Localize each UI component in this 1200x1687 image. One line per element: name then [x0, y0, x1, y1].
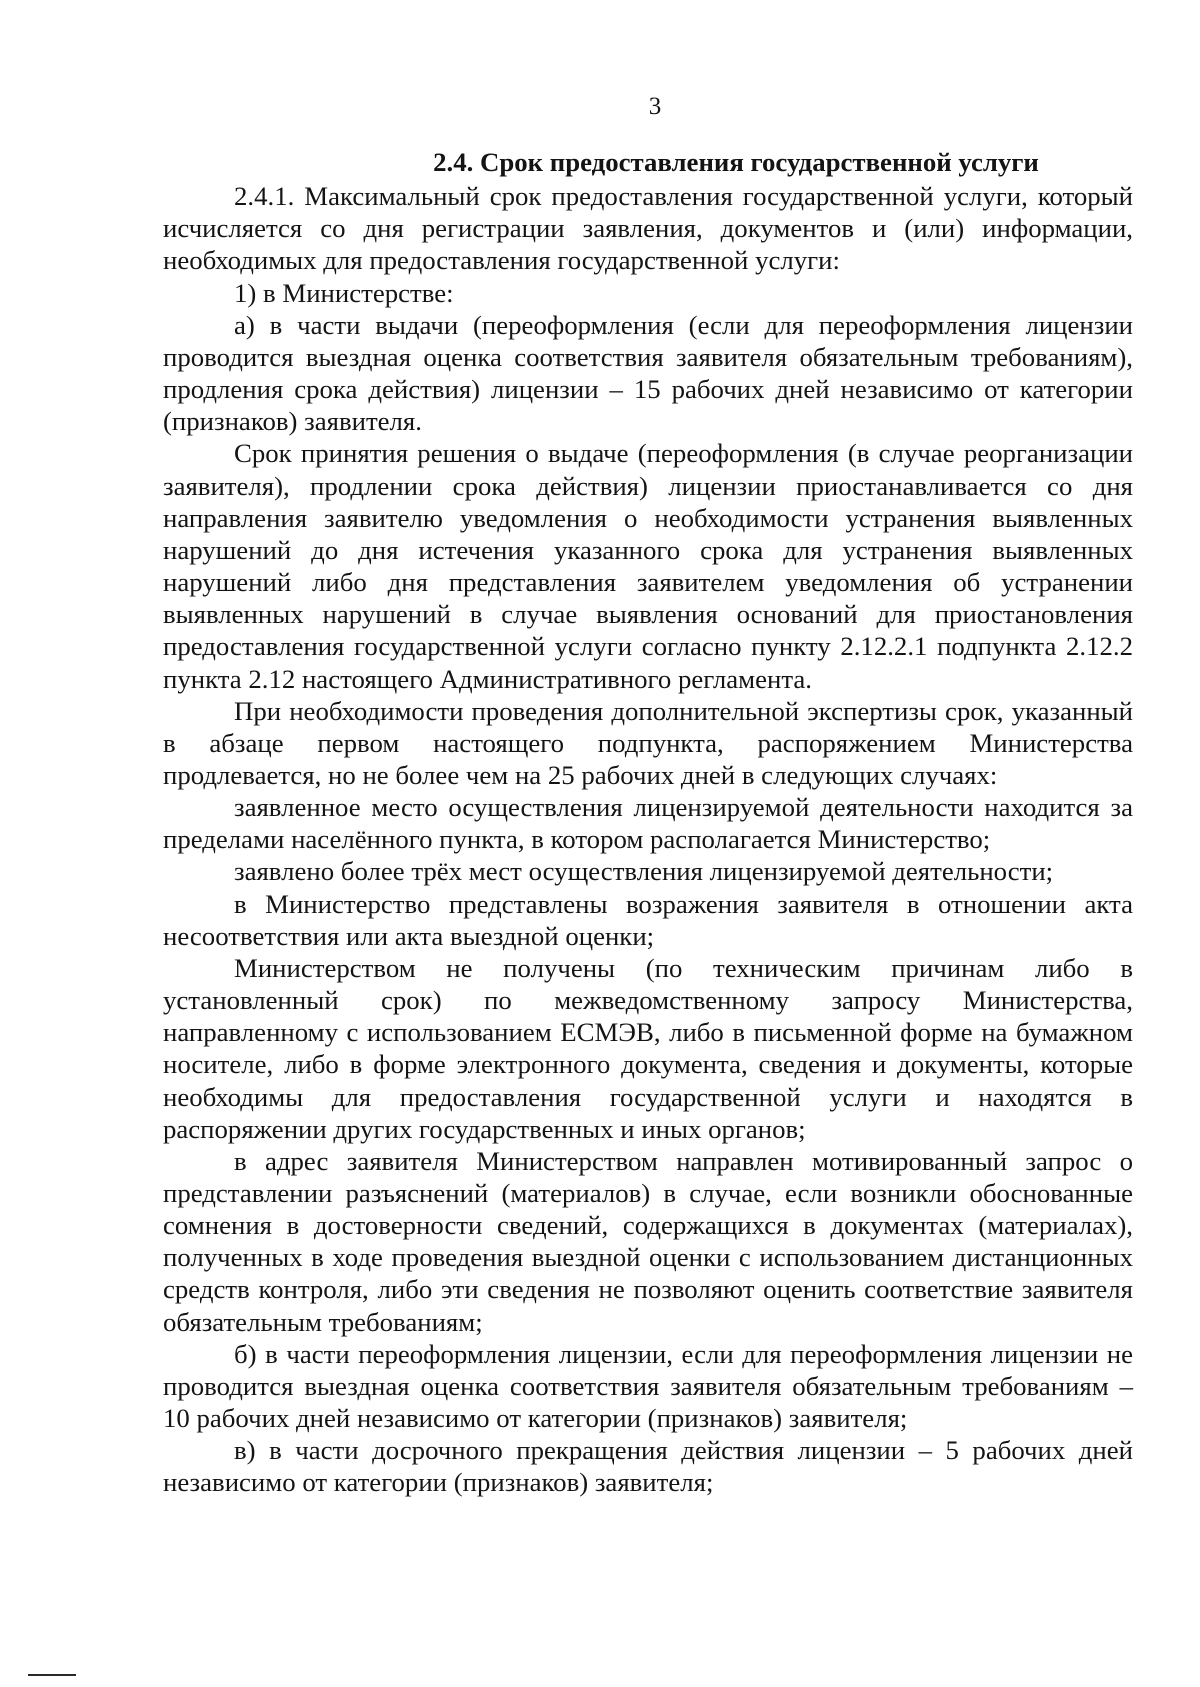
paragraph-reissue-term: б) в части переоформления лицензии, если для переоформления лицензии не проводится выездная оценка соответствия заявителя обязательным требованиям – 10 рабочих дней независимо от категории (признаков) заявителя;: [163, 1338, 1133, 1434]
page-number: 3: [648, 93, 662, 120]
paragraph-in-ministry: 1) в Министерстве:: [234, 277, 454, 308]
paragraph-case-location: заявленное место осуществления лицензируемой деятельности находится за пределами населённого пункта, в котором располагается Министерство;: [163, 792, 1133, 855]
paragraph-case-places: заявлено более трёх мест осуществления лицензируемой деятельности;: [234, 856, 1054, 887]
document-body: [163, 146, 1133, 1499]
section-title: 2.4. Срок предоставления государственной услуги: [433, 147, 1039, 177]
paragraph-issue-term: а) в части выдачи (переоформления (если для переоформления лицензии проводится выездная оценка соответствия заявителя обязательным требованиям), продления срока действия) лицензии – 15 рабочих дней независимо от категории (признаков) заявителя.: [163, 309, 1133, 437]
paragraph-case-interagency: Министерством не получены (по техническим причинам либо в установленный срок) по межведомственному запросу Министерства, направленному с использованием ЕСМЭВ, либо в письменной форме на бумажном носителе, либо в форме электронного документа, сведения и документы, которые необходимы для предоставления государственной услуги и находятся в распоряжении других государственных и иных органов;: [163, 952, 1133, 1144]
paragraph-max-term: 2.4.1. Максимальный срок предоставления государственной услуги, который исчисляется со дня регистрации заявления, документов и (или) информации, необходимых для предоставления государственной услуги:: [163, 181, 1133, 276]
paragraph-case-objections: в Министерство представлены возражения заявителя в отношении акта несоответствия или акта выездной оценки;: [163, 888, 1133, 951]
paragraph-termination-term: в) в части досрочного прекращения действия лицензии – 5 рабочих дней независимо от категории (признаков) заявителя;: [163, 1435, 1133, 1498]
paragraph-extension: При необходимости проведения дополнительной экспертизы срок, указанный в абзаце первом настоящего подпункта, распоряжением Министерства продлевается, но не более чем на 25 рабочих дней в следующих случаях:: [163, 695, 1133, 790]
paragraph-case-clarification: в адрес заявителя Министерством направлен мотивированный запрос о представлении разъяснений (материалов) в случае, если возникли обоснованные сомнения в достоверности сведений, содержащихся в документах (материалах), полученных в ходе проведения выездной оценки с использованием дистанционных средств контроля, либо эти сведения не позволяют оценить соответствие заявителя обязательным требованиям;: [163, 1145, 1133, 1337]
paragraph-suspension: Срок принятия решения о выдаче (переоформления (в случае реорганизации заявителя), продлении срока действия) лицензии приостанавливается со дня направления заявителю уведомления о необходимости устранения выявленных нарушений до дня истечения указанного срока для устранения выявленных нарушений либо дня представления заявителем уведомления об устранении выявленных нарушений в случае выявления оснований для приостановления предоставления государственной услуги согласно пункту 2.12.2.1 подпункта 2.12.2 пункта 2.12 настоящего Административного регламента.: [163, 438, 1133, 694]
footnote-rule: [28, 1674, 76, 1676]
